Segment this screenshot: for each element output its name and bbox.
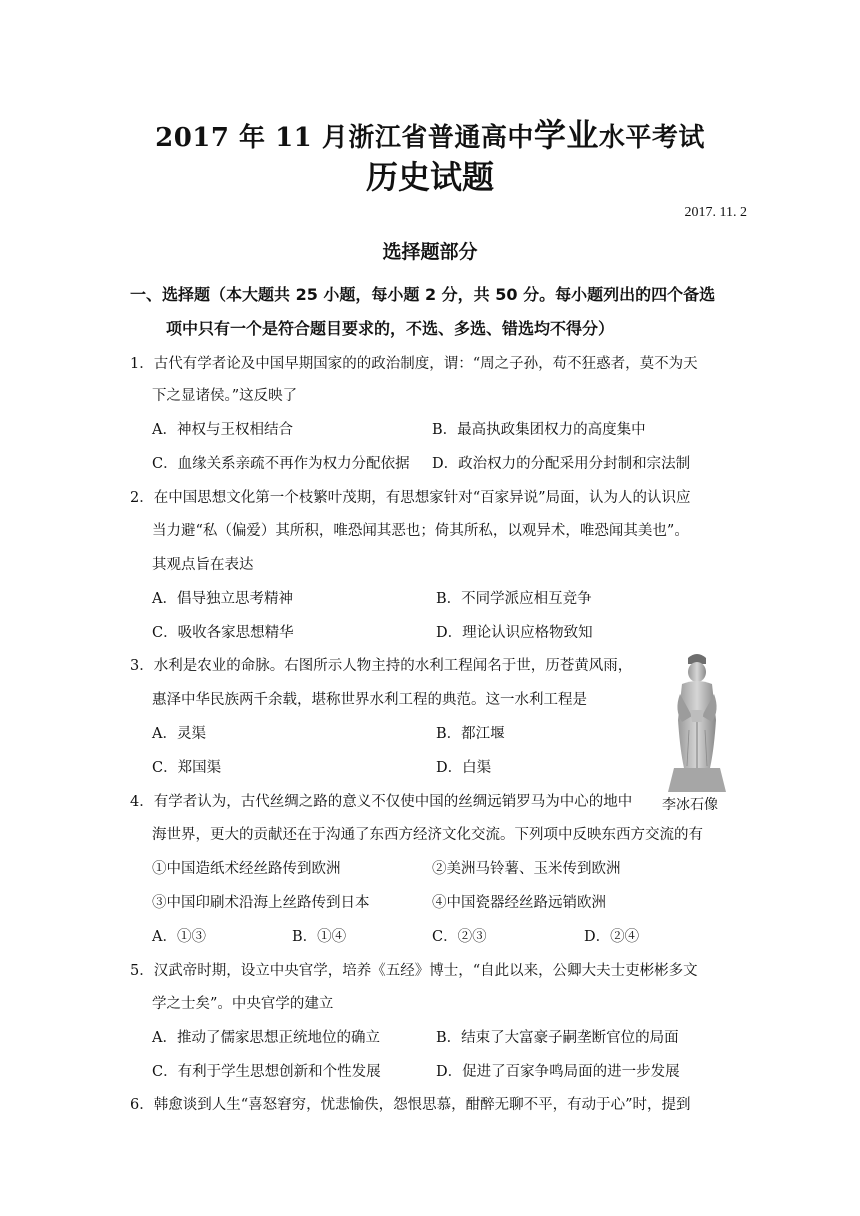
- q4-option-a: A．①③: [152, 929, 206, 945]
- instructions-line-2: 项中只有一个是符合题目要求的，不选、多选、错选均不得分）: [166, 319, 615, 338]
- title-part-emphasis: 学业: [533, 116, 599, 154]
- q1-option-d: D．政治权力的分配采用分封制和宗法制: [432, 456, 691, 472]
- q2-option-a: A．倡导独立思考精神: [152, 591, 293, 607]
- title-part-2: 水平考试: [598, 123, 705, 153]
- q4-option-d: D．②④: [584, 929, 640, 945]
- q3-option-c: C．郑国渠: [152, 760, 222, 776]
- q6-stem-line-1: 6．韩愈谈到人生“喜怒窘穷，忧悲愉佚，怨恨思慕，酣醉无聊不平，有动于心”时，提到: [130, 1097, 691, 1113]
- q5-stem-line-2: 学之士矣”。中央官学的建立: [152, 996, 334, 1012]
- q2-option-c: C．吸收各家思想精华: [152, 625, 294, 641]
- exam-subtitle: 历史试题: [365, 158, 494, 196]
- q4-option-c: C．②③: [432, 929, 487, 945]
- q1-option-a: A．神权与王权相结合: [152, 422, 293, 438]
- q1-stem-line-2: 下之显诸侯。”这反映了: [152, 388, 298, 404]
- q4-statement-4: ④中国瓷器经丝路远销欧洲: [432, 895, 606, 911]
- exam-date: 2017. 11. 2: [684, 205, 747, 220]
- q5-option-c: C．有利于学生思想创新和个性发展: [152, 1064, 381, 1080]
- q5-option-a: A．推动了儒家思想正统地位的确立: [152, 1030, 380, 1046]
- section-heading: 选择题部分: [382, 241, 478, 263]
- q1-stem-line-1: 1．古代有学者论及中国早期国家的的政治制度，谓：“周之子孙，苟不狂惑者，莫不为天: [130, 356, 698, 372]
- q1-option-c: C．血缘关系亲疏不再作为权力分配依据: [152, 456, 410, 472]
- q4-stem-line-1: 4．有学者认为，古代丝绸之路的意义不仅使中国的丝绸远销罗马为中心的地中: [130, 794, 633, 810]
- q3-option-a: A．灵渠: [152, 726, 206, 742]
- q4-statement-2: ②美洲马铃薯、玉米传到欧洲: [432, 861, 621, 877]
- q4-statement-1: ①中国造纸术经丝路传到欧洲: [152, 861, 341, 877]
- q3-option-b: B．都江堰: [436, 726, 505, 742]
- q2-stem-line-2: 当力避“私（偏爱）其所积，唯恐闻其恶也；倚其所私，以观异术，唯恐闻其美也”。: [152, 523, 689, 539]
- q4-option-b: B．①④: [292, 929, 347, 945]
- q1-option-b: B．最高执政集团权力的高度集中: [432, 422, 646, 438]
- q5-option-b: B．结束了大富豪子嗣垄断官位的局面: [436, 1030, 679, 1046]
- q5-option-d: D．促进了百家争鸣局面的进一步发展: [436, 1064, 680, 1080]
- q3-stem-line-1: 3．水利是农业的命脉。右图所示人物主持的水利工程闻名于世，历苍黄风雨，: [130, 658, 633, 674]
- q4-stem-line-2: 海世界，更大的贡献还在于沟通了东西方经济文化交流。下列项中反映东西方交流的有: [152, 827, 703, 843]
- q2-stem-line-3: 其观点旨在表达: [152, 557, 254, 573]
- li-bing-statue-image: [662, 650, 732, 792]
- q3-stem-line-2: 惠泽中华民族两千余载，堪称世界水利工程的典范。这一水利工程是: [152, 692, 587, 708]
- q2-option-b: B．不同学派应相互竞争: [436, 591, 592, 607]
- q2-option-d: D．理论认识应格物致知: [436, 625, 593, 641]
- q5-stem-line-1: 5．汉武帝时期，设立中央官学，培养《五经》博士，“自此以来，公卿大夫士吏彬彬多文: [130, 963, 698, 979]
- q2-stem-line-1: 2．在中国思想文化第一个枝繁叶茂期，有思想家针对“百家异说”局面，认为人的认识应: [130, 490, 691, 506]
- exam-title: [0, 110, 860, 156]
- q4-statement-3: ③中国印刷术沿海上丝路传到日本: [152, 895, 370, 911]
- title-part-1: 2017 年 11 月浙江省普通高中: [155, 123, 534, 153]
- q3-option-d: D．白渠: [436, 760, 492, 776]
- q3-image-caption: 李冰石像: [662, 797, 718, 813]
- instructions-line-1: 一、选择题（本大题共 25 小题，每小题 2 分，共 50 分。每小题列出的四个备选: [130, 285, 716, 304]
